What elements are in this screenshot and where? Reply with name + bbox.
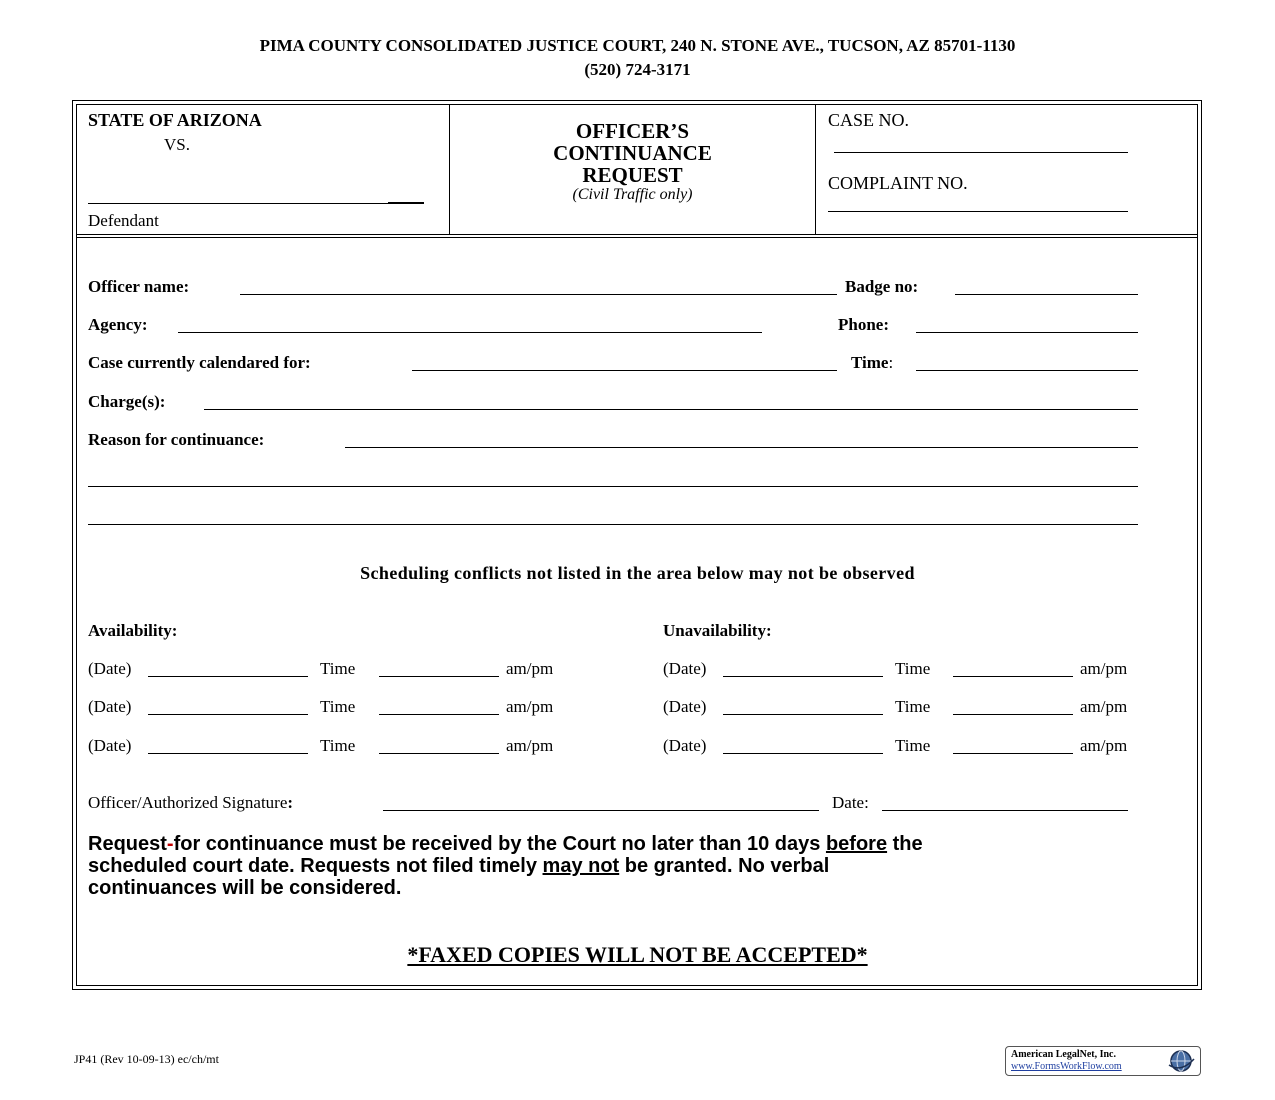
reason-line-3[interactable] [88,524,1138,525]
reason-line-2[interactable] [88,486,1138,487]
ampm-label: am/pm [1080,659,1128,678]
caption-divider-2 [76,237,1197,238]
vs-label: VS. [164,135,190,154]
caption-vline-right [815,104,816,235]
time-label: Time [320,736,356,755]
time-line[interactable] [953,753,1073,754]
time-label: Time [895,697,931,716]
date-label: (Date) [663,697,707,716]
legalnet-logo [1005,1046,1201,1076]
case-no-line[interactable] [834,152,1128,153]
time-label: Time [895,736,931,755]
notice-line-2: scheduled court date. Requests not filed timely may not be granted. No verbal [88,855,830,877]
form-subtitle: (Civil Traffic only) [572,186,693,203]
defendant-label: Defendant [88,211,159,230]
agency-line[interactable] [178,332,762,333]
date-label: (Date) [88,659,132,678]
faxed-copies-warning: *FAXED COPIES WILL NOT BE ACCEPTED* [407,942,868,967]
caption-divider-1 [76,234,1197,235]
time-label: Time [320,697,356,716]
time-label: Time [895,659,931,678]
agency-label: Agency: [88,315,148,334]
date-label: (Date) [663,736,707,755]
time-line[interactable] [379,714,499,715]
time-line[interactable] [379,753,499,754]
ampm-label: am/pm [506,736,554,755]
calendared-label: Case currently calendared for: [88,353,311,372]
globe-icon [1166,1049,1196,1073]
defendant-name-line[interactable] [88,203,388,204]
notice-line-3: continuances will be considered. [88,877,402,899]
date-label: (Date) [88,736,132,755]
badge-no-label: Badge no: [845,277,919,296]
logo-url[interactable]: www.FormsWorkFlow.com [1011,1061,1122,1072]
date-line[interactable] [723,676,883,677]
charges-label: Charge(s): [88,392,166,411]
case-no-label: CASE NO. [828,110,910,130]
signature-line[interactable] [383,810,819,811]
time-line[interactable] [953,714,1073,715]
date-line[interactable] [723,753,883,754]
form-title-line-3: REQUEST [582,163,683,187]
date-line[interactable] [148,676,308,677]
form-title-line-1: OFFICER’S [575,119,690,143]
form-title-line-2: CONTINUANCE [553,141,712,165]
officer-name-label: Officer name: [88,277,190,296]
complaint-no-line[interactable] [828,211,1128,212]
state-label: STATE OF ARIZONA [88,110,262,130]
date-line[interactable] [723,714,883,715]
reason-line-1[interactable] [345,447,1138,448]
badge-no-line[interactable] [955,294,1138,295]
complaint-no-label: COMPLAINT NO. [828,173,968,193]
officer-name-line[interactable] [240,294,837,295]
ampm-label: am/pm [506,659,554,678]
calendared-time-line[interactable] [916,370,1138,371]
ampm-label: am/pm [1080,736,1128,755]
calendared-line[interactable] [412,370,837,371]
availability-label: Availability: [88,621,178,640]
date-label: (Date) [663,659,707,678]
scheduling-note: Scheduling conflicts not listed in the area below may not be observed [360,563,915,583]
ampm-label: am/pm [506,697,554,716]
logo-company: American LegalNet, Inc. [1011,1049,1116,1060]
unavailability-label: Unavailability: [663,621,772,640]
date-label: (Date) [88,697,132,716]
charges-line[interactable] [204,409,1138,410]
signature-date-line[interactable] [882,810,1128,811]
signature-date-label: Date: [832,793,869,812]
continuance-notice [88,833,923,899]
ampm-label: am/pm [1080,697,1128,716]
court-header: PIMA COUNTY CONSOLIDATED JUSTICE COURT, 240 N. STONE AVE., TUCSON, AZ 85701-1130 [259,36,1016,55]
defendant-name-line-end [388,202,424,204]
phone-label: Phone: [838,315,889,334]
reason-label: Reason for continuance: [88,430,265,449]
time-line[interactable] [953,676,1073,677]
time-label: Time: [851,353,894,372]
signature-label: Officer/Authorized Signature: [88,793,294,812]
date-line[interactable] [148,714,308,715]
time-line[interactable] [379,676,499,677]
time-label: Time [320,659,356,678]
date-line[interactable] [148,753,308,754]
form-id: JP41 (Rev 10-09-13) ec/ch/mt [74,1052,219,1066]
phone-line[interactable] [916,332,1138,333]
notice-line-1: Request-for continuance must be received by the Court no later than 10 days before the [88,833,923,855]
court-phone: (520) 724-3171 [584,60,691,79]
